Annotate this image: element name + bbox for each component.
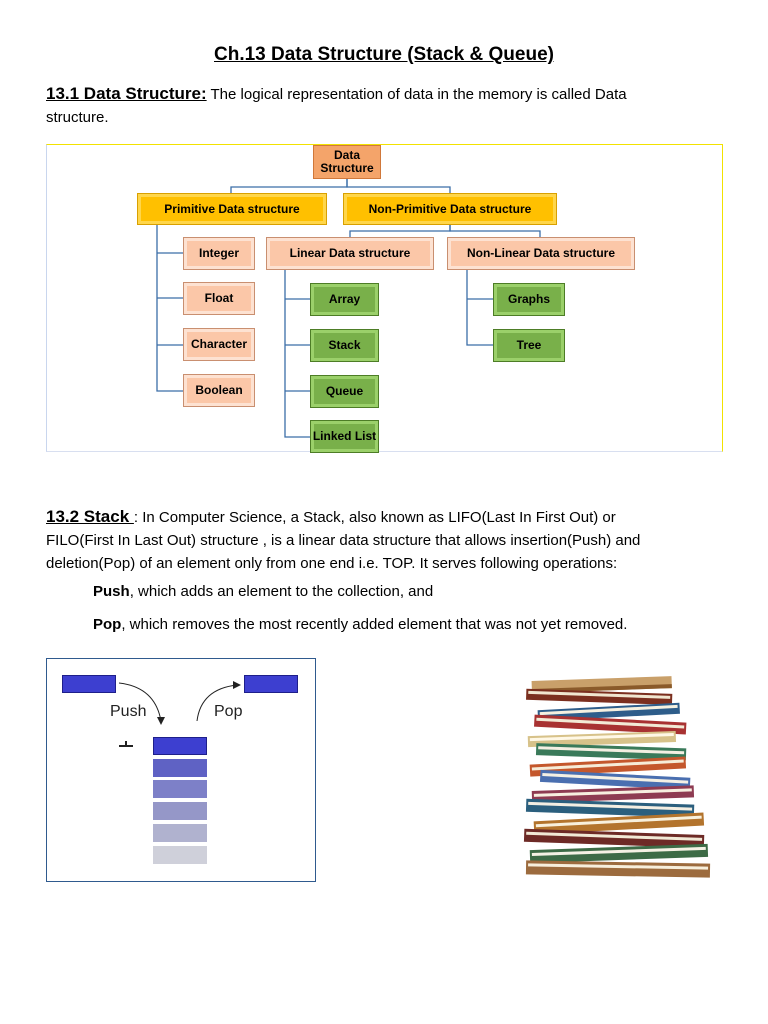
stack-item [153,780,207,798]
stack-push-pop-figure [46,658,316,882]
stack-of-books-image [518,672,720,882]
node-boolean: Boolean [183,374,255,407]
node-linked-list: Linked List [310,420,379,453]
node-character: Character [183,328,255,361]
push-description [93,583,433,600]
stack-item [153,824,207,842]
book-stack [524,676,710,877]
section-13-2 [46,505,726,575]
pop-description [93,616,627,633]
node-array: Array [310,283,379,316]
section-13-1-text-2: structure. [46,109,109,126]
data-structure-diagram [46,144,723,452]
section-13-2-heading: 13.2 Stack [46,507,134,526]
push-label: Push [110,703,147,720]
section-13-2-line2: FILO(First In Last Out) structure , is a linear data structure that allows insertion(Push) and [46,532,641,549]
node-non-linear: Non-Linear Data structure [447,237,635,270]
section-13-1 [46,82,726,129]
node-tree: Tree [493,329,565,362]
node-non-primitive: Non-Primitive Data structure [343,193,557,225]
section-13-1-heading: 13.1 Data Structure: [46,84,207,103]
pop-text: , which removes the most recently added element that was not yet removed. [121,616,628,633]
section-13-2-line3: deletion(Pop) of an element only from one end i.e. TOP. It serves following operations: [46,555,618,572]
push-text: , which adds an element to the collection, and [129,583,434,600]
node-integer: Integer [183,237,255,270]
push-term: Push [93,583,130,600]
pop-label: Pop [214,703,243,720]
node-float: Float [183,282,255,315]
stack-item-top [153,737,207,755]
node-graphs: Graphs [493,283,565,316]
pop-term: Pop [93,616,122,633]
stack-item [153,802,207,820]
section-13-2-line1: : In Computer Science, a Stack, also known as LIFO(Last In First Out) or [133,509,616,526]
node-data-structure: Data Structure [313,145,381,179]
node-linear: Linear Data structure [266,237,434,270]
node-primitive: Primitive Data structure [137,193,327,225]
section-13-1-text: The logical representation of data in the memory is called Data [206,86,627,103]
stack-item [153,759,207,777]
node-queue: Queue [310,375,379,408]
node-stack: Stack [310,329,379,362]
diagram-connectors [47,145,724,453]
page-title: Ch.13 Data Structure (Stack & Queue) [214,44,554,65]
stack-item-bottom [153,846,207,864]
